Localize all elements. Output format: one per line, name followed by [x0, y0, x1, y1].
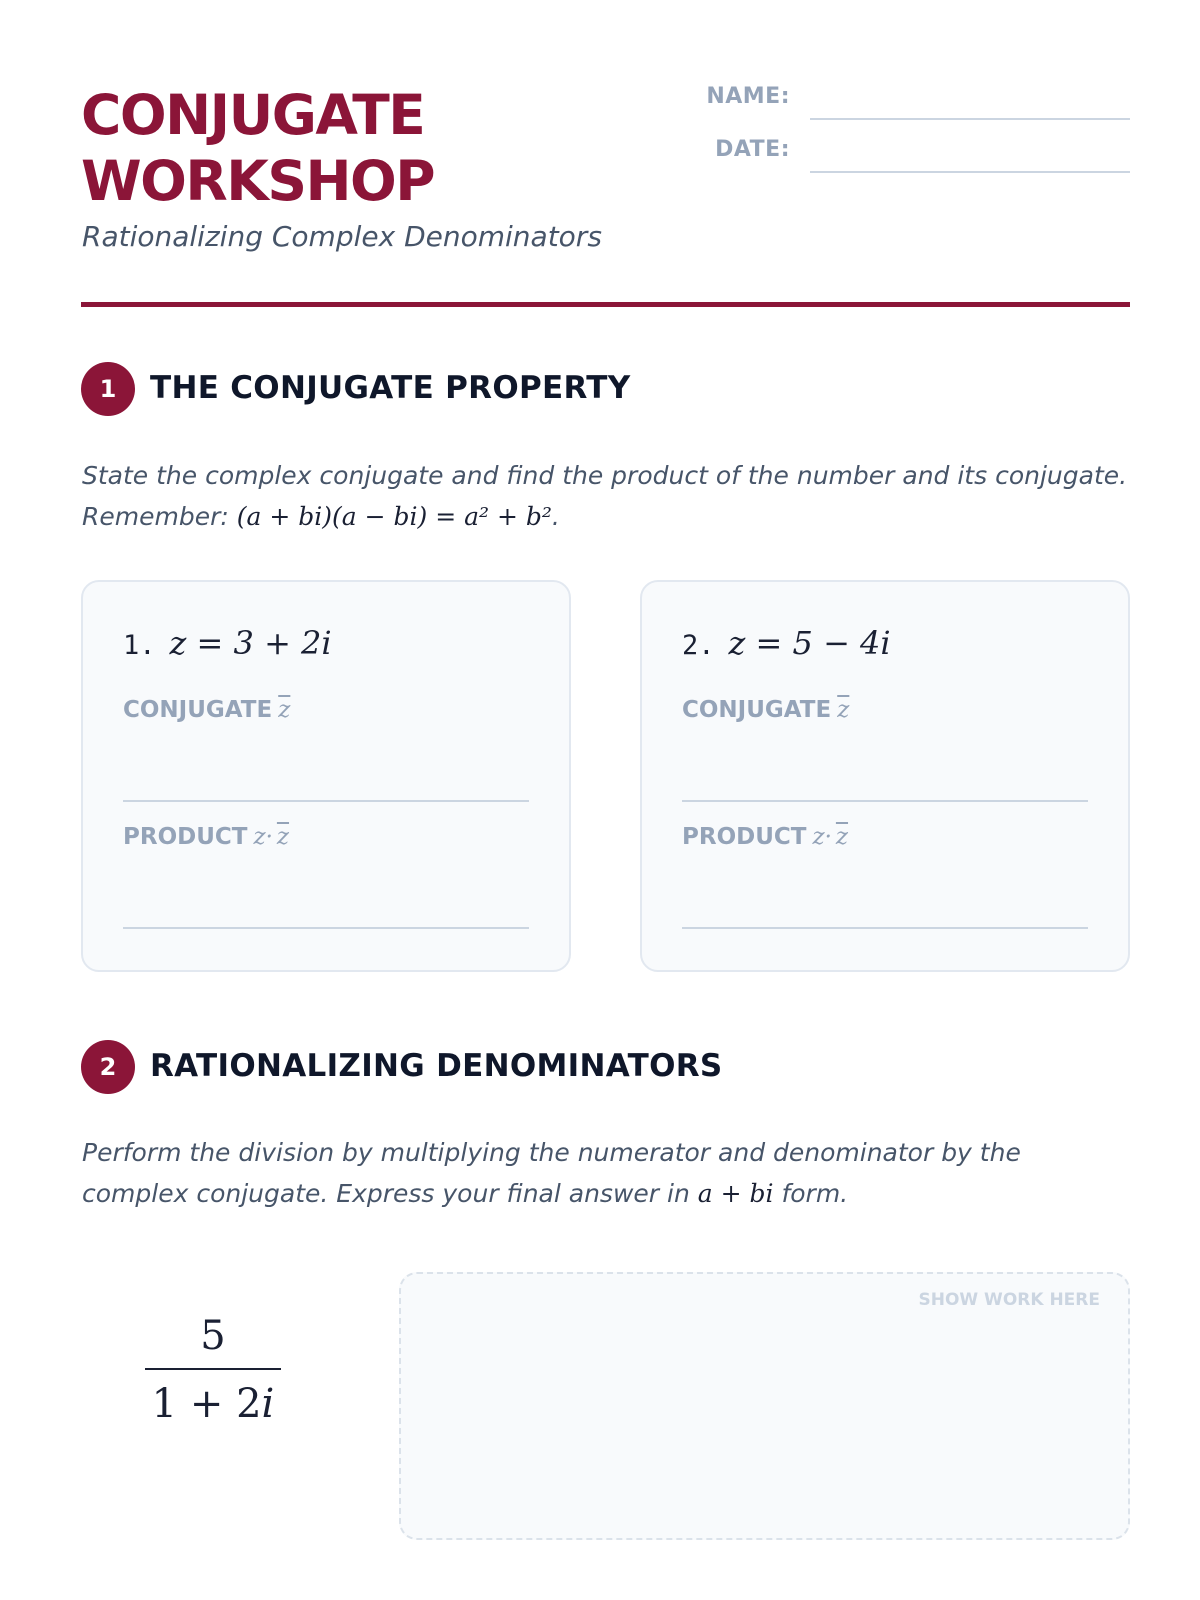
instruction-text: complex conjugate. Express your final answer in — [82, 1179, 690, 1208]
worksheet-title — [81, 82, 434, 214]
fraction-numerator: 5 — [200, 1313, 226, 1359]
header-divider — [81, 302, 1130, 307]
section-2-instruction-line-2 — [82, 1173, 1142, 1214]
conjugate-label-text: CONJUGATE — [123, 697, 273, 723]
name-label: NAME: — [706, 84, 790, 109]
problem-2-conjugate-answer-line[interactable] — [682, 800, 1088, 802]
z-bar-symbol: $\overline{z}$ — [278, 697, 291, 723]
conjugate-identity: (a + bi)(a − bi) = a² + b² — [236, 502, 552, 531]
problem-2-number: 2. — [682, 630, 715, 661]
title-line-1: CONJUGATE — [81, 83, 425, 147]
product-label-text: PRODUCT — [682, 824, 807, 850]
z-symbol: z — [253, 824, 266, 850]
show-work-area[interactable] — [399, 1272, 1130, 1540]
problem-1-statement — [123, 624, 332, 662]
instruction-text: form. — [781, 1179, 849, 1208]
denominator-text: 1 + 2 — [151, 1381, 262, 1427]
z-bar-symbol: $\overline{z}$ — [837, 697, 850, 723]
problem-card-2 — [640, 580, 1130, 972]
section-1-badge: 1 — [81, 362, 135, 416]
z-bar-symbol: $\overline{z}$ — [835, 824, 849, 850]
dot-symbol: · — [265, 824, 273, 850]
problem-2-product-label — [682, 824, 848, 850]
date-row — [640, 133, 1130, 173]
worksheet-subtitle: Rationalizing Complex Denominators — [82, 220, 602, 253]
standard-form-expression: a + bi — [697, 1179, 774, 1208]
title-line-2: WORKSHOP — [81, 149, 435, 213]
problem-1-conjugate-answer-line[interactable] — [123, 800, 529, 802]
dot-symbol: · — [824, 824, 832, 850]
section-2-badge: 2 — [81, 1040, 135, 1094]
division-problem-fraction — [145, 1310, 281, 1430]
problem-1-number: 1. — [123, 630, 156, 661]
problem-1-product-answer-line[interactable] — [123, 927, 529, 929]
problem-1-expression: z = 3 + 2i — [169, 624, 332, 662]
date-field-line[interactable] — [810, 171, 1130, 173]
remember-label: Remember: — [82, 502, 229, 531]
show-work-label: SHOW WORK HERE — [918, 1290, 1100, 1310]
section-1-instructions — [82, 455, 1142, 537]
imaginary-unit: i — [261, 1381, 275, 1427]
problem-2-statement — [682, 624, 891, 662]
z-symbol: z — [812, 824, 825, 850]
fraction-denominator — [145, 1378, 281, 1430]
z-bar-symbol: $\overline{z}$ — [276, 824, 290, 850]
section-2-instruction-line-1: Perform the division by multiplying the numerator and denominator by the — [82, 1138, 1021, 1167]
section-2-instructions — [82, 1132, 1142, 1214]
problem-card-1 — [81, 580, 571, 972]
section-1-remember-line: Remember: (a + bi)(a − bi) = a² + b². — [82, 502, 560, 531]
section-1-title: THE CONJUGATE PROPERTY — [150, 370, 631, 406]
name-row — [640, 80, 1130, 120]
problem-2-conjugate-label — [682, 697, 849, 723]
problem-1-conjugate-label — [123, 697, 290, 723]
name-field-line[interactable] — [810, 118, 1130, 120]
problem-1-product-label — [123, 824, 289, 850]
fraction-bar — [145, 1368, 281, 1370]
date-label: DATE: — [715, 137, 790, 162]
problem-2-expression: z = 5 − 4i — [728, 624, 891, 662]
product-label-text: PRODUCT — [123, 824, 248, 850]
conjugate-label-text: CONJUGATE — [682, 697, 832, 723]
problem-2-product-answer-line[interactable] — [682, 927, 1088, 929]
section-2-title: RATIONALIZING DENOMINATORS — [150, 1048, 723, 1084]
section-1-instruction-line: State the complex conjugate and find the product of the number and its conjugate. — [82, 461, 1128, 490]
